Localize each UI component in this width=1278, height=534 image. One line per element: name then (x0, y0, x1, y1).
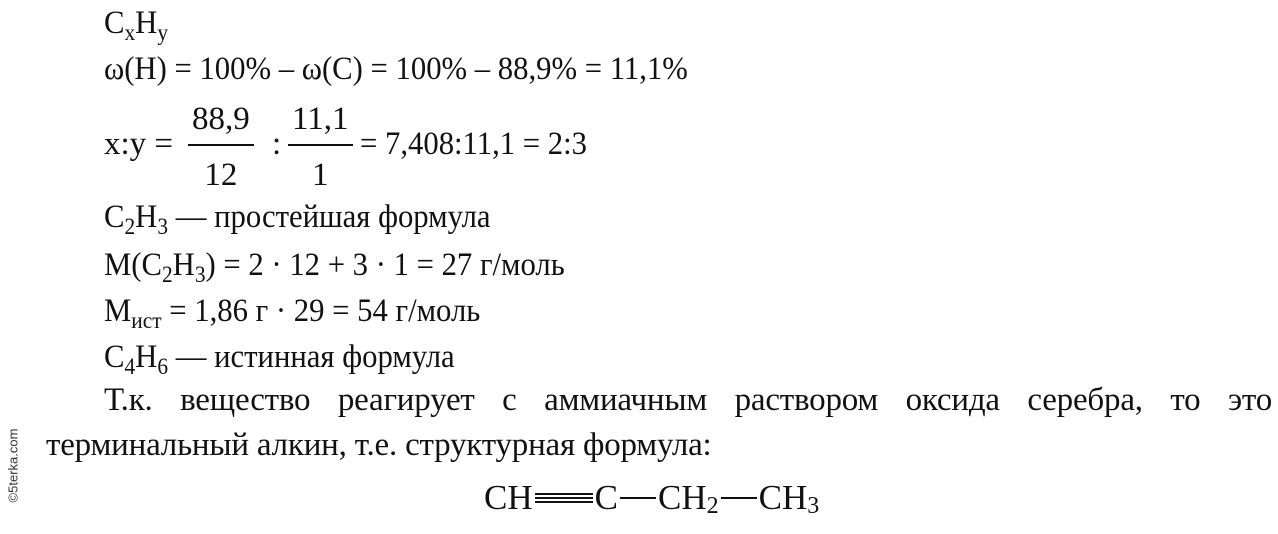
subscript: 2 (706, 493, 719, 519)
true-formula (104, 338, 455, 379)
group-ch3: CH (758, 478, 808, 517)
fraction-hydrogen (288, 100, 353, 194)
explanation-paragraph: Т.к. вещество реагирует с аммиачным раствором оксида серебра, то это терминальный алкин, т.е. структурная формула: (46, 382, 1272, 463)
fraction-bar (188, 144, 254, 146)
subscript: 3 (194, 262, 206, 287)
element-c: C (104, 339, 125, 375)
ratio-rhs: = 7,408:11,1 = 2:3 (360, 126, 588, 162)
element-h: H (135, 339, 158, 375)
element-c: C (104, 5, 125, 41)
omega-equation: ω(H) = 100% – ω(C) = 100% – 88,9% = 11,1% (104, 51, 688, 87)
general-formula (104, 4, 168, 45)
ratio-colon: : (272, 126, 282, 162)
element-h: H (135, 5, 158, 41)
subscript-x: x (124, 20, 136, 45)
fraction-bar (288, 144, 353, 146)
subscript-ist: ист (131, 308, 162, 333)
symbol-m: M (104, 293, 132, 329)
element-h: H (172, 247, 195, 283)
group-ch2: CH (657, 478, 707, 517)
fraction-hydrogen-denominator: 1 (312, 157, 329, 193)
subscript: 4 (124, 354, 136, 379)
true-molar-mass-line (104, 292, 480, 333)
molar-post: ) = 2 · 12 + 3 · 1 = 27 г/моль (205, 247, 565, 283)
subscript: 6 (157, 354, 169, 379)
watermark: ©5terka.com (5, 428, 21, 503)
true-formula-label: — истинная формула (168, 339, 455, 375)
fraction-hydrogen-numerator: 11,1 (292, 101, 349, 137)
molar-pre: M(C (104, 247, 162, 283)
fraction-carbon (188, 100, 254, 194)
subscript: 2 (124, 214, 136, 239)
ratio-lhs: x:y = (104, 126, 174, 162)
group-c: C (594, 478, 618, 517)
group-ch: CH (484, 478, 533, 517)
element-c: C (104, 199, 125, 235)
true-molar-text: = 1,86 г · 29 = 54 г/моль (161, 293, 481, 329)
subscript-y: y (157, 20, 169, 45)
fraction-carbon-numerator: 88,9 (192, 101, 250, 137)
element-h: H (135, 199, 158, 235)
subscript: 3 (807, 493, 820, 519)
subscript: 3 (157, 214, 169, 239)
fraction-carbon-denominator: 12 (204, 157, 238, 193)
structural-formula (484, 478, 819, 518)
single-bond-icon (721, 497, 757, 499)
single-bond-icon (620, 497, 656, 499)
simplest-formula (104, 198, 491, 239)
triple-bond-icon (535, 493, 593, 503)
simplest-label: — простейшая формула (168, 199, 491, 235)
subscript: 2 (161, 262, 173, 287)
molar-mass-line (104, 246, 565, 287)
